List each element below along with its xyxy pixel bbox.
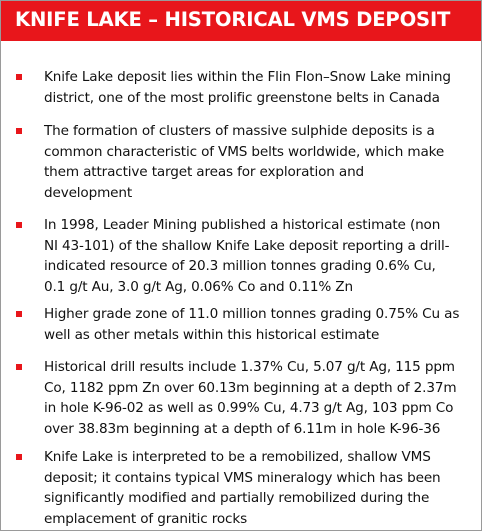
bullet-marker-icon <box>16 222 22 228</box>
bullet-marker-icon <box>16 454 22 460</box>
bullet-marker-icon <box>16 311 22 317</box>
bullet-text: Historical drill results include 1.37% Cu, 5.07 g/t Ag, 115 ppm Co, 1182 ppm Zn over 60.13m beginning at a depth of 2.37m in hole K-96-02 as well as 0.99% Cu, 4.73 g/t Ag, 103 ppm Co over 38.83m beginning at a depth of 6.11m in hole K-96-36 <box>44 359 457 437</box>
bullet-marker-icon <box>16 74 22 80</box>
bullet-text: Higher grade zone of 11.0 million tonnes grading 0.75% Cu as well as other metals within this historical estimate <box>44 306 460 343</box>
bullet-text: The formation of clusters of massive sulphide deposits is a common characteristic of VMS belts worldwide, which make them attractive target areas for exploration and development <box>44 123 445 201</box>
slide-title: KNIFE LAKE – HISTORICAL VMS DEPOSIT <box>15 8 451 31</box>
bullet-text: Knife Lake deposit lies within the Flin Flon–Snow Lake mining district, one of the most prolific greenstone belts in Canada <box>44 69 451 106</box>
title-bar <box>1 1 481 41</box>
bullet-marker-icon <box>16 364 22 370</box>
bullet-text: Knife Lake is interpreted to be a remobilized, shallow VMS deposit; it contains typical VMS mineralogy which has been significantly modified and partially remobilized during the emplacement of granitic rocks <box>44 449 441 527</box>
bullet-marker-icon <box>16 128 22 134</box>
bullet-text: In 1998, Leader Mining published a historical estimate (non NI 43-101) of the shallow Knife Lake deposit reporting a drill- indicated resource of 20.3 million tonnes grading 0.6% Cu, 0.1 g/t Au, 3.0 g/t Ag, 0.06% Co and 0.11% Zn <box>44 217 450 295</box>
